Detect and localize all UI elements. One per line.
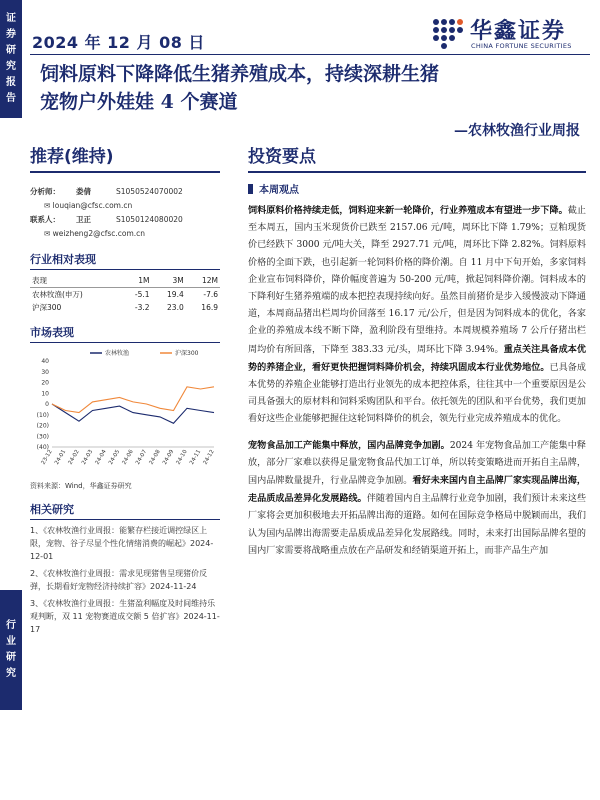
report-date: 2024 年 12 月 08 日: [32, 33, 205, 52]
invest-heading: 投资要点: [248, 142, 586, 173]
side-label-top: [0, 0, 22, 118]
analyst-name: 娄倩: [76, 187, 91, 196]
rating: 推荐(维持): [30, 142, 220, 173]
side-label-char: 券: [6, 29, 16, 40]
p1-rest: 截止至本周五，国内玉米现货价已跌至 2157.06 元/吨，周环比下降 1.79%；豆粕现货价已经跌下 3000 元/吨大关，降至 2927.71 元/吨，周环比下降 2.82%。饲料原料价格的全面下跌，也引起新一轮饲料价格的降价潮。自 11 月中下旬开始，多家饲料企业宣布饲料降价，降价幅度普遍为 50-200 元/吨，掀起饲料降价潮。饲料成本的下降利好生猪养殖端的成本把控表现持续向好。虽然目前猪价是步入缓慢波动下降通道，本周商品猪出栏周均价回落至 16.17 元/公斤，但是因为饲料成本的优化，各家企业的养殖成本线不断下降，盈利阶段有望维持。本周规模养殖场 7 公斤仔猪出栏周均价有所回落，下降至 383.33 元/头，周环比下降 3.94%。: [248, 206, 586, 355]
chart-source: 资料来源：Wind，华鑫证券研究: [30, 482, 132, 490]
x-tick-label: 24-10: [175, 449, 189, 466]
y-tick-label: (40): [36, 444, 49, 451]
side-label-char: 究: [6, 61, 16, 72]
title-line-1: 饲料原料下降降低生猪养殖成本，持续深耕生猪: [40, 63, 440, 85]
y-tick-label: 40: [41, 358, 49, 365]
perf-table: [30, 274, 220, 314]
right-column: [248, 142, 586, 568]
x-tick-label: 24-07: [135, 449, 149, 466]
header-divider: [30, 54, 590, 55]
series-line: [52, 404, 214, 423]
contact-row: [30, 213, 220, 227]
company-logo: [430, 14, 590, 54]
view-heading: [248, 181, 586, 196]
contact-name: 卫正: [76, 215, 91, 224]
x-tick-label: 24-09: [162, 449, 176, 466]
perf-cell: 农林牧渔(申万): [32, 290, 83, 299]
perf-cell: -3.2: [134, 303, 150, 312]
analyst-email[interactable]: ✉ louqian@cfsc.com.cn: [44, 201, 133, 210]
side-label-char: 研: [6, 652, 16, 663]
x-tick-label: 24-11: [189, 449, 203, 466]
paragraph-2: [248, 437, 586, 560]
analyst-role: 分析师：: [30, 187, 60, 196]
side-label-char: 证: [6, 13, 16, 24]
report-subtitle: —农林牧渔行业周报: [454, 123, 580, 139]
x-tick-label: 24-04: [94, 449, 108, 466]
perf-cell: -7.6: [203, 290, 218, 299]
related-item[interactable]: 1、《农林牧渔行业周报：能繁存栏接近调控绿区上限，宠物、谷子尽显个性化情绪消费的崛起》2024-12-01: [30, 526, 214, 561]
perf-heading: 行业相对表现: [30, 251, 220, 270]
contact-email[interactable]: ✉ weizheng2@cfsc.com.cn: [44, 229, 146, 238]
analyst-cert: S1050524070002: [116, 187, 183, 196]
related-heading: 相关研究: [30, 501, 220, 520]
p2-bold: 宠物食品加工产能集中释放，国内品牌竞争加剧。: [248, 439, 450, 451]
x-tick-label: 24-03: [81, 449, 95, 466]
bullet-square-icon: [248, 184, 253, 194]
related-item[interactable]: 2、《农林牧渔行业周报：需求见现猪售呈现猪价反弹，长期看好宠物经济持续扩容》2024-11-24: [30, 569, 208, 591]
p2-rest: 2024 年宠物食品加工产能集中释放，部分厂家难以获得足量宠物食品代加工订单，所以转变策略进而开拓自主品牌，国内品牌数量提升，行业品牌竞争加剧。: [248, 440, 586, 487]
market-chart: [30, 347, 220, 479]
y-tick-label: (30): [36, 433, 49, 441]
paragraph-1: [248, 202, 586, 429]
side-label-char: 究: [6, 668, 16, 679]
view-heading-text: 本周观点: [259, 185, 299, 196]
side-label-char: 业: [6, 636, 16, 647]
p1-bold: 饲料原料价格持续走低，饲料迎来新一轮降价，行业养殖成本有望进一步下降。: [248, 205, 568, 216]
perf-col-header: 表现: [32, 276, 47, 285]
title-line-2: 宠物户外娃娃 4 个赛道: [40, 91, 238, 113]
legend-label: 沪深300: [175, 350, 199, 357]
analyst-row: [30, 185, 220, 199]
x-tick-label: 24-01: [54, 449, 68, 466]
p1-tail: 已具备成本优势的养殖企业能够打造出行业领先的成本把控体系，往往其中一个重要原因是公司具备强大的原材料和饲料采购团队和平台。依托领先的团队和平台优势，我们更加看好这些企业能够把握住这轮饲料降价的机会，领先行业完成养殖成本的优化。: [248, 362, 586, 425]
perf-col-header: 12M: [201, 276, 218, 285]
perf-cell: 23.0: [167, 303, 184, 312]
market-heading: 市场表现: [30, 324, 220, 343]
analyst-info: [30, 185, 220, 241]
side-label-char: 告: [6, 93, 16, 104]
x-tick-label: 23-12: [40, 449, 54, 466]
market-chart-svg: [30, 347, 220, 479]
body-text: [248, 202, 586, 560]
side-label-char: 报: [6, 77, 16, 88]
logo-icon: [430, 16, 464, 50]
side-label-bottom: [0, 590, 22, 710]
x-tick-label: 24-05: [108, 449, 122, 466]
side-label-char: 行: [6, 620, 16, 631]
logo-text-en: CHINA FORTUNE SECURITIES: [471, 42, 572, 50]
p1-bold2: 重点关注具备成本优势的养猪企业，看好更快把握饲料降价机会，持续巩固成本行业优势地位。: [248, 343, 586, 373]
perf-cell: 16.9: [201, 303, 218, 312]
report-title: [40, 60, 580, 116]
y-tick-label: 0: [45, 401, 49, 408]
contact-role: 联系人：: [30, 215, 60, 224]
perf-col-header: 1M: [138, 276, 150, 285]
y-tick-label: 30: [41, 368, 49, 376]
left-column: [30, 142, 220, 640]
p2-bold2: 看好未来国内自主品牌厂家实现品牌出海，走品质成品差异化发展路线。: [248, 475, 586, 505]
x-tick-label: 24-06: [121, 449, 135, 466]
p2-tail: 伴随着国内自主品牌行业竞争加剧，我们预计未来这些厂家将会更加积极地去开拓品牌出海的道路。如何在国际竞争格局中脱颖而出，我们认为国内品牌出海需要走品质成品差异化发展路线。同时，未来打出国际品牌名望的国内厂家需要将战略重点放在产品研发和经销渠道开拓上，而非产品生产加: [248, 494, 586, 556]
perf-cell: 19.4: [167, 290, 184, 299]
y-tick-label: 10: [41, 390, 49, 398]
logo-text-cn: 华鑫证券: [470, 19, 567, 44]
x-tick-label: 24-12: [202, 449, 216, 466]
perf-col-header: 3M: [172, 276, 184, 285]
related-item[interactable]: 3、《农林牧渔行业周报：生猪盈利幅度及时间维持乐观判断，双 11 宠物赛道成交额 5 倍扩容》2024-11-17: [30, 599, 220, 634]
perf-cell: -5.1: [134, 290, 150, 299]
legend-label: 农林牧渔: [105, 350, 130, 357]
perf-cell: 沪深300: [32, 303, 62, 312]
y-tick-label: (10): [36, 411, 49, 419]
y-tick-label: 20: [41, 379, 49, 387]
x-tick-label: 24-08: [148, 449, 162, 466]
x-tick-label: 24-02: [67, 449, 81, 466]
perf-table-row: [30, 301, 220, 314]
related-list: [30, 524, 220, 636]
side-label-char: 研: [6, 45, 16, 56]
y-tick-label: (20): [36, 422, 49, 430]
perf-table-header: [30, 274, 220, 288]
contact-cert: S1050124080020: [116, 215, 183, 224]
perf-table-row: [30, 288, 220, 302]
